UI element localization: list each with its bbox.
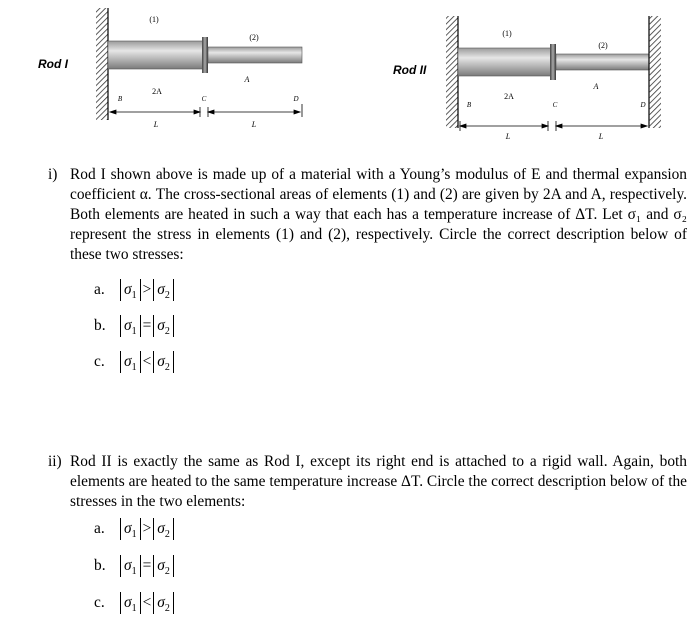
q1-option-c-letter: c. [94, 353, 105, 370]
q1-option-c[interactable] [94, 349, 174, 375]
rod2-area2-label: A [593, 82, 599, 91]
question-2 [48, 452, 687, 512]
rod2-label: Rod II [393, 63, 427, 77]
rod1-dimension-lines [110, 104, 302, 117]
q1-option-a-relation: > [142, 281, 152, 298]
rod1-length2: L [251, 120, 257, 129]
rod1-length1: L [153, 120, 159, 129]
rod1-element2-label: (2) [249, 33, 259, 42]
rod2-diagram [393, 16, 661, 141]
question-2-number: ii) [48, 453, 62, 470]
rod2-element2-label: (2) [598, 41, 608, 50]
abs-sigma2: $\sigma_2$ [153, 592, 174, 614]
q1-option-b-relation: = [142, 317, 152, 334]
q1-option-b-letter: b. [94, 317, 106, 334]
rod2-length2: L [598, 132, 604, 141]
q2-option-c-letter: c. [94, 594, 105, 611]
rod1-element2 [208, 47, 302, 63]
abs-sigma2: $\sigma_2$ [153, 351, 174, 373]
rod2-point-c: C [552, 101, 558, 109]
question-1 [48, 165, 687, 265]
q1-option-a-letter: a. [94, 281, 105, 298]
question-1-text: Rod I shown above is made up of a material with a Young’s modulus of E and thermal expansion coefficient α. The cross-sectional areas of elements (1) and (2) are given by 2A and A, respectively. Both elements are heated in such a way that each has a temperature increase of ΔT. Let σ₁ and σ₂ represent the stress in elements (1) and (2), respectively. Circle the correct description below of these two stresses: [70, 166, 687, 263]
rod2-point-d: D [640, 101, 646, 109]
q2-option-a[interactable] [94, 516, 174, 542]
abs-sigma2: $\sigma_2$ [153, 279, 174, 301]
question-1-number: i) [48, 166, 58, 183]
rod2-element1 [458, 48, 552, 76]
abs-sigma2: $\sigma_2$ [153, 315, 174, 337]
rod1-label: Rod I [38, 57, 68, 71]
q1-option-c-relation: < [142, 353, 152, 370]
rod1-diagram [38, 8, 302, 129]
rod1-point-d: D [293, 95, 299, 103]
abs-sigma1: $\sigma_1$ [120, 279, 141, 301]
q2-option-b-relation: = [142, 557, 152, 574]
rods-figure [0, 0, 697, 150]
q2-option-c-relation: < [142, 594, 152, 611]
rod1-element1-label: (1) [149, 15, 159, 24]
rod2-dimension-lines [460, 121, 647, 131]
q2-option-c[interactable] [94, 590, 174, 616]
abs-sigma1: $\sigma_1$ [120, 555, 141, 577]
rod2-element1-label: (1) [502, 29, 512, 38]
rod1-point-c: C [201, 95, 207, 103]
abs-sigma1: $\sigma_1$ [120, 592, 141, 614]
rod2-collar [550, 44, 556, 80]
q1-option-a[interactable] [94, 277, 174, 303]
q2-option-a-letter: a. [94, 520, 105, 537]
rod2-area1-label: 2A [504, 92, 514, 101]
rod1-left-wall [96, 8, 108, 120]
rod1-area1-label: 2A [152, 87, 162, 96]
rod1-element1 [108, 41, 204, 69]
rod2-right-wall [649, 16, 661, 128]
abs-sigma1: $\sigma_1$ [120, 351, 141, 373]
abs-sigma2: $\sigma_2$ [153, 555, 174, 577]
abs-sigma2: $\sigma_2$ [153, 518, 174, 540]
abs-sigma1: $\sigma_1$ [120, 518, 141, 540]
q2-option-b[interactable] [94, 553, 174, 579]
rod2-length1: L [505, 132, 511, 141]
rod2-left-wall [446, 16, 458, 128]
rod2-point-b: B [466, 101, 472, 109]
abs-sigma1: $\sigma_1$ [120, 315, 141, 337]
rod1-collar [202, 37, 208, 73]
q1-option-b[interactable] [94, 313, 174, 339]
rod2-element2 [556, 54, 649, 70]
q2-option-b-letter: b. [94, 557, 106, 574]
question-2-text: Rod II is exactly the same as Rod I, except its right end is attached to a rigid wall. Again, both elements are heated to the same temperature increase ΔT. Circle the correct description below of the stresses in the two elements: [70, 453, 687, 510]
rod1-area2-label: A [244, 75, 250, 84]
q2-option-a-relation: > [142, 520, 152, 537]
rod1-point-b: B [117, 95, 123, 103]
